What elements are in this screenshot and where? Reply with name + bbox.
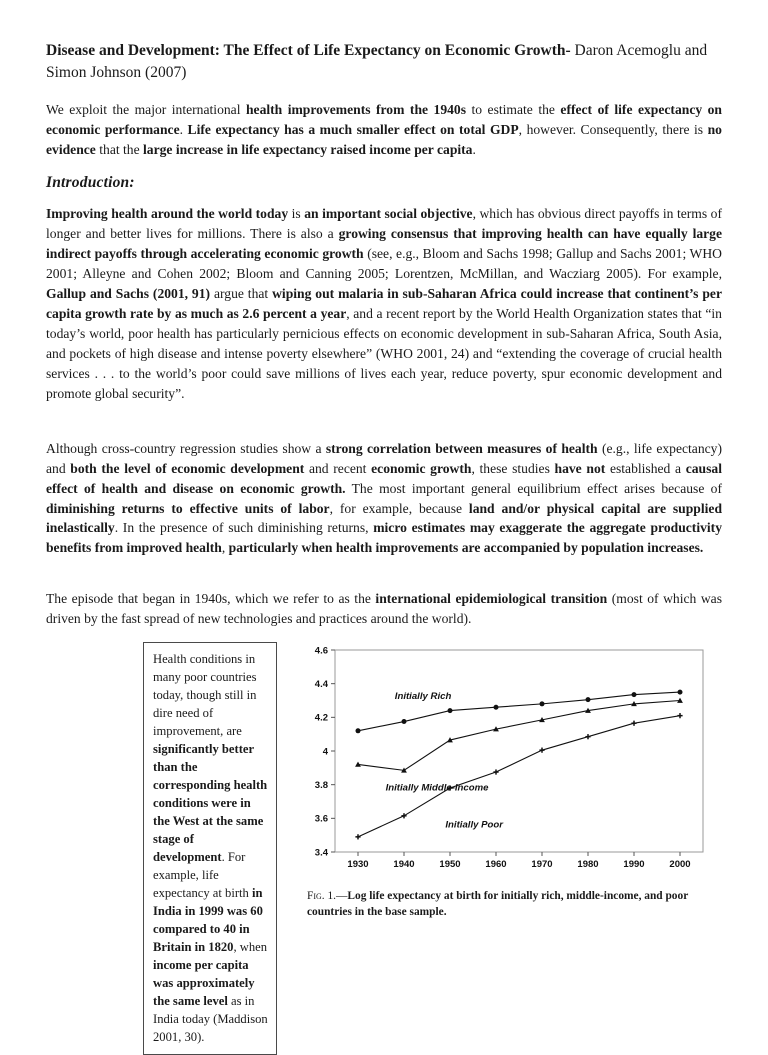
figure-block — [299, 642, 714, 920]
figure-caption — [307, 889, 714, 920]
series-annotation-initially-middle-income: Initially Middle-Income — [385, 782, 489, 794]
x-axis-tick-label: 1970 — [531, 859, 553, 871]
paragraph-1: Improving health around the world today is an important social objective, which has obvious direct payoffs in terms of longer and better lives for millions. There is also a growing consensus that improving health can have equally large indirect payoffs through accelerating economic growth (see, e.g., Bloom and Sachs 1998; Gallup and Sachs 2001; WHO 2001; Alleyne and Cohen 2002; Bloom and Canning 2005; Lorentzen, McMillan, and Wacziarg 2005). For example, Gallup and Sachs (2001, 91) argue that wiping out malaria in sub-Saharan Africa could increase that continent’s per capita growth rate by as much as 2.6 percent a year, and a recent report by the World Health Organization states that “in today’s world, poor health has particularly pernicious effects on economic development in sub-Saharan Africa, South Asia, and pockets of high disease and intense poverty elsewhere” (WHO 2001, 24) and “extending the coverage of crucial health services . . . to the world’s poor could save millions of lives each year, reduce poverty, spur economic development and promote global security”. — [46, 205, 723, 401]
sidebox-note: Health conditions in many poor countries today, though still in dire need of improvement, are significantly better than the corresponding health conditions were in the West at the same stage of development. For example, life expectancy at birth in India in 1999 was 60 compared to 40 in Britain in 1820, when income per capita was approximately the same level as in India today (Maddison 2001, 30). — [143, 642, 277, 1055]
data-point-circle — [402, 719, 407, 724]
data-point-circle — [586, 698, 591, 703]
paragraph-2: Although cross-country regression studies show a strong correlation between measures of health (e.g., life expectancy) and both the level of economic development and recent economic growth, these studies have not established a causal effect of health and disease on economic growth. The most important general equilibrium effect arises because of diminishing returns to effective units of labor, for example, because land and/or physical capital are supplied inelastically. In the presence of such diminishing returns, micro estimates may exaggerate the aggregate productivity benefits from improved health, particularly when health improvements are accompanied by population increases. — [46, 440, 723, 556]
y-axis-tick-label: 4.4 — [314, 679, 328, 691]
y-axis-tick-label: 4 — [322, 746, 328, 758]
data-point-circle — [356, 729, 361, 734]
data-point-circle — [632, 692, 637, 697]
figure-caption-dash: — — [336, 890, 348, 903]
x-axis-tick-label: 1930 — [347, 859, 369, 871]
x-axis-tick-label: 1950 — [439, 859, 461, 871]
y-axis-tick-label: 3.8 — [314, 780, 328, 792]
figure-caption-text: Log life expectancy at birth for initially rich, middle-income, and poor countries in the base sample. — [307, 890, 689, 918]
x-axis-tick-label: 1980 — [577, 859, 599, 871]
paragraph-spacer-2 — [46, 571, 722, 589]
figure-caption-label: Fig. 1. — [307, 890, 337, 903]
paragraph-3: The episode that began in 1940s, which we refer to as the international epidemiological transition (most of which was driven by the fast spread of new technologies and practices around the world). — [46, 591, 722, 627]
x-axis-tick-label: 2000 — [669, 859, 691, 871]
y-axis-tick-label: 3.4 — [314, 847, 328, 859]
y-axis-tick-label: 4.6 — [314, 645, 328, 657]
page-title — [46, 40, 722, 84]
data-point-circle — [448, 708, 453, 713]
x-axis-tick-label: 1960 — [485, 859, 507, 871]
data-point-circle — [494, 705, 499, 710]
series-annotation-initially-rich: Initially Rich — [394, 691, 452, 703]
section-heading-introduction: Introduction: — [46, 173, 135, 191]
y-axis-tick-label: 3.6 — [314, 814, 328, 826]
title-main: Disease and Development: The Effect of Life Expectancy on Economic Growth- — [46, 42, 571, 59]
data-point-circle — [540, 702, 545, 707]
figure-row — [46, 642, 722, 1055]
title-authors: Daron Acemoglu and Simon Johnson (2007) — [46, 42, 708, 81]
y-axis-tick-label: 4.2 — [314, 713, 328, 725]
paragraph-spacer-1 — [46, 417, 722, 439]
data-point-circle — [678, 690, 683, 695]
abstract-paragraph: We exploit the major international health improvements from the 1940s to estimate the effect of life expectancy on economic performance. Life expectancy has a much smaller effect on total GDP, however. Consequently, there is no evidence that the large increase in life expectancy raised income per capita. — [46, 102, 722, 157]
document-content — [46, 40, 722, 1055]
life-expectancy-line-chart — [299, 642, 713, 880]
x-axis-tick-label: 1940 — [393, 859, 415, 871]
series-annotation-initially-poor: Initially Poor — [445, 819, 503, 831]
chart-container — [299, 642, 713, 880]
x-axis-tick-label: 1990 — [623, 859, 645, 871]
